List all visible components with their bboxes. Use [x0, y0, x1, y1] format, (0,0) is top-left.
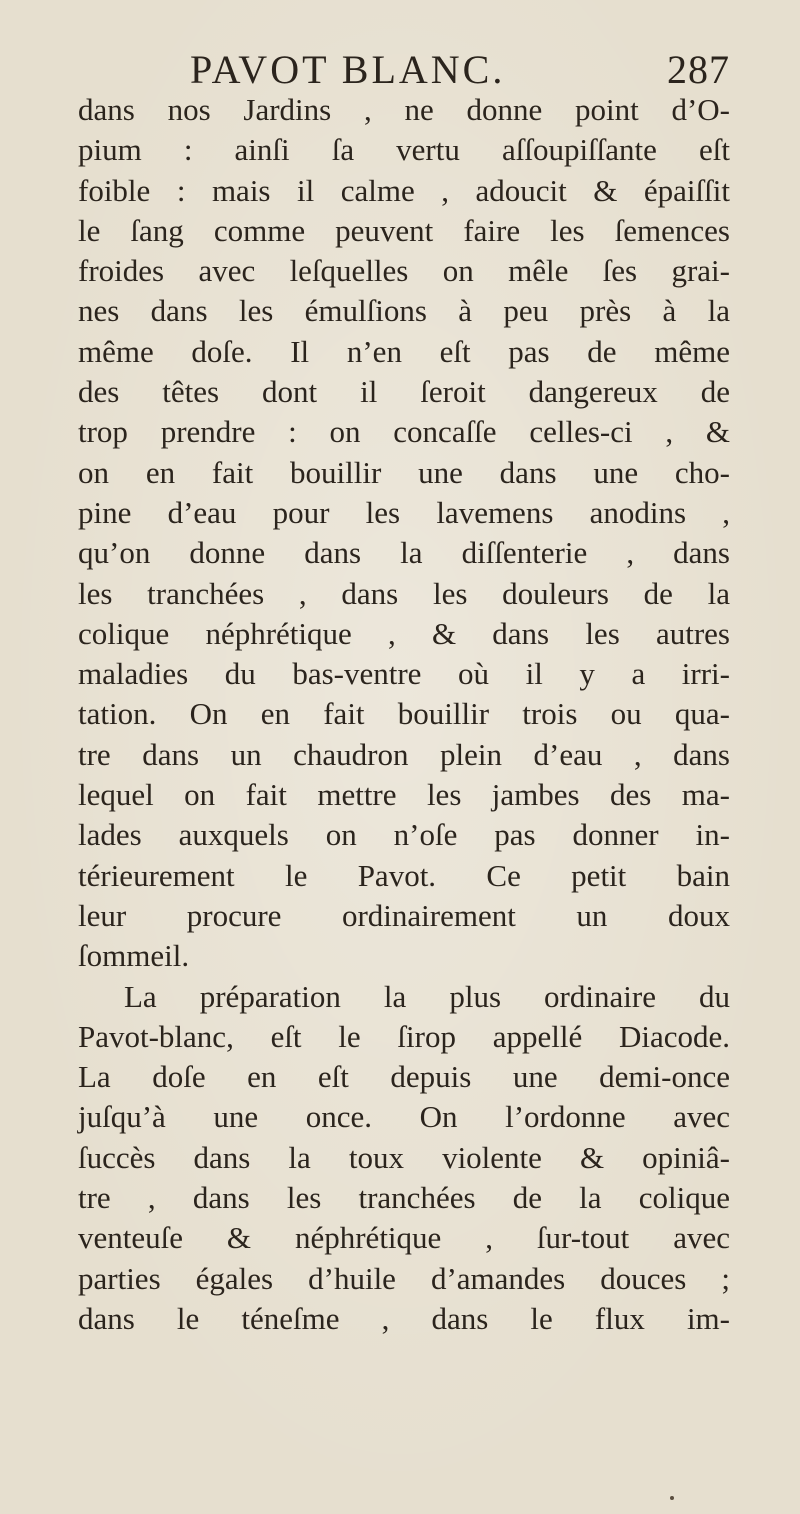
text-line: on en fait bouillir une dans une cho-	[78, 454, 730, 490]
text-line: le ſang comme peuvent faire les ſemences	[78, 212, 730, 248]
text-line: ſuccès dans la toux violente & opiniâ-	[78, 1139, 730, 1175]
text-line: leur procure ordinairement un doux	[78, 897, 730, 933]
text-line: froides avec leſquelles on mêle ſes grai-	[78, 253, 730, 289]
text-line: tre dans un chaudron plein d’eau , dans	[78, 736, 730, 772]
text-line: Pavot-blanc, eſt le ſirop appellé Diacode.	[78, 1018, 730, 1054]
text-line: juſqu’à une once. On l’ordonne avec	[78, 1099, 730, 1135]
text-line: colique néphrétique , & dans les autres	[78, 615, 730, 651]
text-line: foible : mais il calme , adoucit & épaiſſit	[78, 172, 730, 208]
text-line: pium : ainſi ſa vertu aſſoupiſſante eſt	[78, 132, 730, 168]
text-line: qu’on donne dans la diſſenterie , dans	[78, 535, 730, 571]
text-line: lequel on fait mettre les jambes des ma-	[78, 777, 730, 813]
text-line: même doſe. Il n’en eſt pas de même	[78, 333, 730, 369]
text-line: parties égales d’huile d’amandes douces ;	[78, 1260, 730, 1296]
text-line: dans nos Jardins , ne donne point d’O-	[78, 92, 730, 127]
text-line: La doſe en eſt depuis une demi-once	[78, 1059, 730, 1095]
paragraph-end-line: ſommeil.	[78, 938, 190, 974]
text-line: des têtes dont il ſeroit dangereux de	[78, 374, 730, 410]
text-line: dans le téneſme , dans le flux im-	[78, 1300, 730, 1336]
running-title: PAVOT BLANC.	[190, 47, 506, 92]
text-line: lades auxquels on n’oſe pas donner in-	[78, 817, 730, 853]
text-line: les tranchées , dans les douleurs de la	[78, 575, 730, 611]
text-line: pine d’eau pour les lavemens anodins ,	[78, 494, 730, 530]
paragraph-start-line: La préparation la plus ordinaire du	[124, 978, 730, 1014]
ink-speck	[670, 1496, 674, 1500]
text-line: trop prendre : on concaſſe celles-ci , &	[78, 414, 730, 450]
text-line: tation. On en fait bouillir trois ou qua-	[78, 696, 730, 732]
text-line: maladies du bas-ventre où il y a irri-	[78, 656, 730, 692]
text-line: nes dans les émulſions à peu près à la	[78, 293, 730, 329]
text-line: venteuſe & néphrétique , ſur-tout avec	[78, 1220, 730, 1256]
page-number: 287	[667, 47, 730, 92]
text-line: térieurement le Pavot. Ce petit bain	[78, 857, 730, 893]
body-text	[78, 90, 730, 1339]
text-line: tre , dans les tranchées de la colique	[78, 1180, 730, 1216]
